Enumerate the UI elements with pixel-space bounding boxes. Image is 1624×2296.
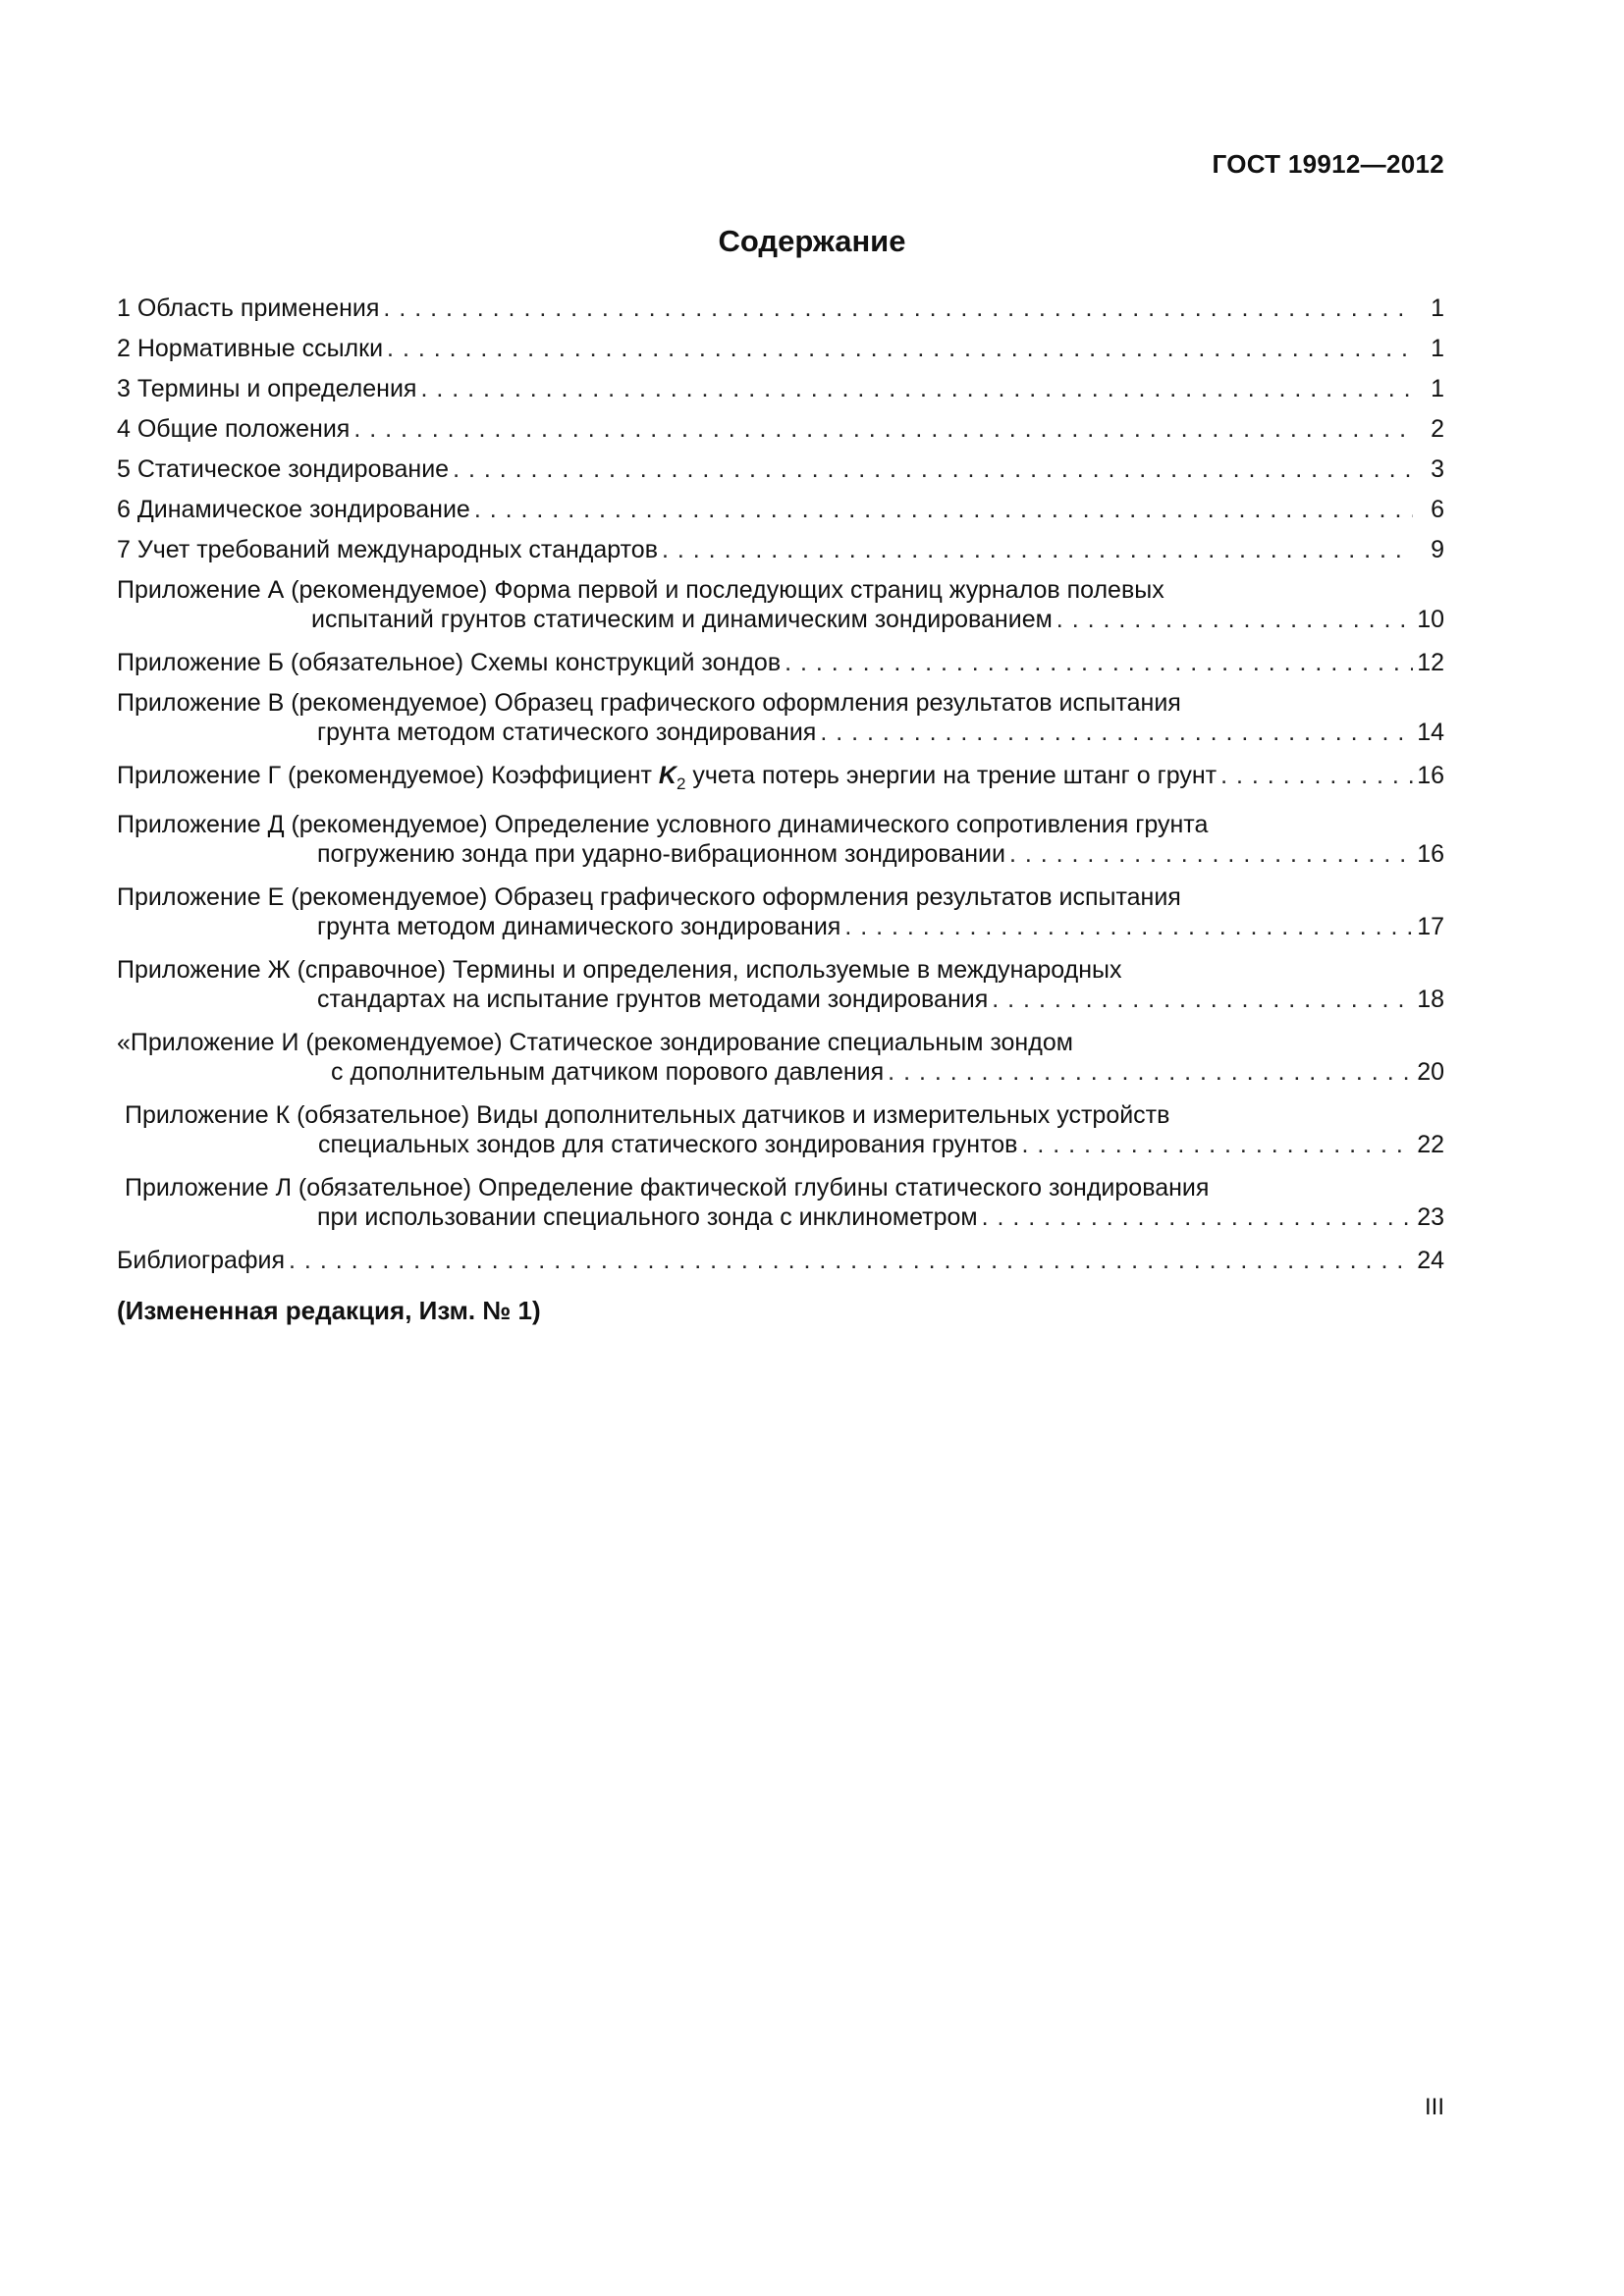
toc-entry-appendix-i[interactable]: [117, 1028, 1444, 1087]
dot-leader: [474, 495, 1413, 524]
dot-leader: [383, 294, 1413, 323]
toc-entry-text: Приложение Л (обязательное) Определение фактической глубины статического зондирования: [125, 1174, 1210, 1201]
dot-leader: [1021, 1130, 1413, 1159]
toc-page-number: 16: [1417, 762, 1444, 789]
toc-entry-text-continued: при использовании специального зонда с инклинометром: [317, 1203, 978, 1231]
dot-leader: [662, 535, 1413, 564]
toc-entry-text: 2 Нормативные ссылки: [117, 335, 384, 362]
toc-entry-appendix-a[interactable]: [117, 575, 1444, 634]
toc-entry-text: 7 Учет требований международных стандартов: [117, 536, 658, 563]
coefficient-subscript: 2: [676, 774, 686, 793]
toc-entry-text: «Приложение И (рекомендуемое) Статическое зондирование специальным зондом: [117, 1029, 1073, 1056]
toc-entry-text: Библиография: [117, 1247, 286, 1274]
toc-entry-5[interactable]: [117, 454, 1444, 484]
toc-entry-appendix-g[interactable]: [117, 761, 1444, 799]
dot-leader: [888, 1057, 1413, 1087]
coefficient-symbol: K: [658, 762, 677, 789]
toc-entry-text: Приложение А (рекомендуемое) Форма первой и последующих страниц журналов полевых: [117, 576, 1164, 604]
toc-entry-text-continued: погружению зонда при ударно-вибрационном зондировании: [317, 840, 1005, 868]
toc-entry-3[interactable]: [117, 374, 1444, 403]
toc-page-number: 14: [1417, 719, 1444, 746]
toc-entry-text-continued: специальных зондов для статического зондирования грунтов: [318, 1131, 1018, 1158]
toc-entry-text: 4 Общие положения: [117, 415, 351, 443]
toc-page-number: 18: [1417, 986, 1444, 1013]
dot-leader: [844, 912, 1413, 941]
toc-entry-7[interactable]: [117, 535, 1444, 564]
page-title: Содержание: [718, 224, 906, 258]
toc-page-number: 1: [1431, 375, 1444, 402]
toc-page-number: 3: [1431, 455, 1444, 483]
document-code: ГОСТ 19912—2012: [1212, 149, 1444, 179]
table-of-contents: [117, 294, 1444, 1286]
toc-page-number: 1: [1431, 294, 1444, 322]
toc-entry-bibliography[interactable]: [117, 1246, 1444, 1275]
toc-entry-text: Приложение К (обязательное) Виды дополнительных датчиков и измерительных устройств: [125, 1101, 1170, 1129]
toc-entry-appendix-k[interactable]: [117, 1100, 1444, 1159]
toc-entry-appendix-l[interactable]: [117, 1173, 1444, 1232]
toc-entry-text: 3 Термины и определения: [117, 375, 417, 402]
toc-entry-text-continued: грунта методом статического зондирования: [317, 719, 817, 746]
toc-entry-text-continued: стандартах на испытание грунтов методами зондирования: [317, 986, 989, 1013]
toc-entry-appendix-d[interactable]: [117, 810, 1444, 869]
toc-page-number: 12: [1417, 649, 1444, 676]
toc-entry-1[interactable]: [117, 294, 1444, 323]
amendment-note: (Измененная редакция, Изм. № 1): [117, 1296, 541, 1325]
toc-entry-text: [117, 761, 1217, 799]
dot-leader: [1220, 761, 1413, 790]
toc-entry-2[interactable]: [117, 334, 1444, 363]
toc-page-number: 9: [1431, 536, 1444, 563]
toc-page-number: 17: [1417, 913, 1444, 940]
toc-entry-appendix-b[interactable]: [117, 648, 1444, 677]
toc-entry-text: Приложение Д (рекомендуемое) Определение условного динамического сопротивления грунта: [117, 811, 1209, 838]
toc-page-number: 24: [1417, 1247, 1444, 1274]
toc-entry-text: Приложение Ж (справочное) Термины и определения, используемые в международных: [117, 956, 1122, 984]
toc-entry-appendix-zh[interactable]: [117, 955, 1444, 1014]
toc-entry-appendix-e[interactable]: [117, 882, 1444, 941]
page-number: III: [1424, 2094, 1444, 2120]
toc-entry-appendix-v[interactable]: [117, 688, 1444, 747]
dot-leader: [453, 454, 1413, 484]
toc-entry-6[interactable]: [117, 495, 1444, 524]
toc-entry-text-continued: грунта методом динамического зондирования: [317, 913, 841, 940]
toc-entry-text: Приложение Е (рекомендуемое) Образец графического оформления результатов испытания: [117, 883, 1181, 911]
toc-page-number: 2: [1431, 415, 1444, 443]
dot-leader: [289, 1246, 1413, 1275]
dot-leader: [387, 334, 1413, 363]
toc-entry-text: 5 Статическое зондирование: [117, 455, 450, 483]
toc-page-number: 16: [1417, 840, 1444, 868]
toc-page-number: 23: [1417, 1203, 1444, 1231]
toc-entry-text-part: Приложение Г (рекомендуемое) Коэффициент: [117, 762, 659, 789]
toc-entry-text: 1 Область применения: [117, 294, 380, 322]
toc-page-number: 1: [1431, 335, 1444, 362]
dot-leader: [420, 374, 1413, 403]
dot-leader: [785, 648, 1413, 677]
dot-leader: [992, 985, 1413, 1014]
dot-leader: [982, 1202, 1413, 1232]
dot-leader: [353, 414, 1413, 444]
toc-page-number: 10: [1417, 606, 1444, 633]
dot-leader: [1009, 839, 1413, 869]
toc-entry-text: 6 Динамическое зондирование: [117, 496, 470, 523]
toc-page-number: 6: [1431, 496, 1444, 523]
toc-entry-text: Приложение В (рекомендуемое) Образец графического оформления результатов испытания: [117, 689, 1181, 717]
toc-entry-4[interactable]: [117, 414, 1444, 444]
toc-page-number: 22: [1417, 1131, 1444, 1158]
dot-leader: [820, 718, 1413, 747]
toc-page-number: 20: [1417, 1058, 1444, 1086]
toc-entry-text: Приложение Б (обязательное) Схемы конструкций зондов: [117, 649, 782, 676]
toc-entry-text-continued: испытаний грунтов статическим и динамическим зондированием: [311, 606, 1053, 633]
toc-entry-text-continued: с дополнительным датчиком порового давления: [331, 1058, 885, 1086]
toc-entry-text-part: учета потерь энергии на трение штанг о грунт: [685, 762, 1218, 789]
dot-leader: [1056, 605, 1413, 634]
